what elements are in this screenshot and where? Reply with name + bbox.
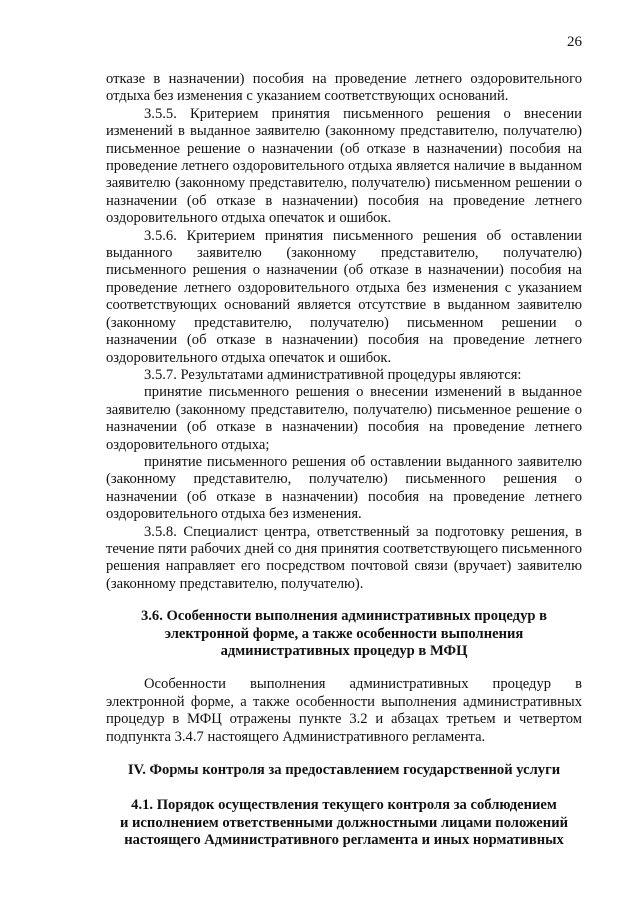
page-number: 26 [567, 34, 582, 50]
heading-line: 4.1. Порядок осуществления текущего контроля за соблюдением [131, 797, 557, 814]
document-body [106, 71, 582, 850]
heading-line: административных процедур в МФЦ [220, 643, 468, 659]
section-heading-iv: IV. Формы контроля за предоставлением государственной услуги [127, 762, 561, 779]
paragraph-continuation: отказе в назначении) пособия на проведение летнего оздоровительного отдыха без изменения с указанием соответствующих оснований. [106, 71, 582, 105]
paragraph-3-5-8: 3.5.8. Специалист центра, ответственный за подготовку решения, в течение пяти рабочих дней со дня принятия соответствующего письменного решения направляет его посредством почтовой связи (вручает) заявителю (законному представителю, получателю). [106, 523, 582, 592]
section-heading-3-6 [106, 608, 582, 660]
heading-line: и исполнением ответственными должностными лицами положений [119, 814, 569, 831]
heading-line: настоящего Административного регламента и иных нормативных [124, 832, 564, 849]
paragraph-result-2: принятие письменного решения об оставлении выданного заявителю (законному представителю, получателю) письменного решения о назначении (об отказе в назначении) пособия на проведение летнего оздоровительного отдыха без изменения. [106, 453, 582, 523]
section-heading-4-1 [106, 797, 582, 849]
paragraph-3-6-body: Особенности выполнения административных процедур в электронной форме, а также особенности выполнения административных процедур в МФЦ отражены пункте 3.2 и абзацах третьем и четвертом подпункта 3.4.7 настоящего Административного регламента. [106, 676, 582, 745]
paragraph-3-5-6: 3.5.6. Критерием принятия письменного решения об оставлении выданного заявителю (законному представителю, получателю) письменного решения о назначении (об отказе в назначении) пособия на проведение летнего оздоровительного отдыха без изменения с указанием соответствующих оснований является отсутствие в выданном заявителю (законному представителю, получателю) письменном решении о назначении (об отказе в назначении) пособия на проведение летнего оздоровительного отдыха опечаток и ошибок. [106, 227, 582, 366]
heading-line: 3.6. Особенности выполнения административных процедур в [140, 608, 548, 625]
paragraph-result-1: принятие письменного решения о внесении изменений в выданное заявителю (законному представителю, получателю) письменное решение о назначении (об отказе в назначении) пособия на проведение летнего оздоровительного отдыха; [106, 384, 582, 453]
paragraph-3-5-7: 3.5.7. Результатами административной процедуры являются: [144, 366, 522, 383]
heading-line: электронной форме, а также особенности выполнения [164, 625, 524, 642]
paragraph-3-5-5: 3.5.5. Критерием принятия письменного решения о внесении изменений в выданное заявителю (законному представителю, получателю) письменное решение о назначении (об отказе в назначении) пособия на проведение летнего оздоровительного отдыха является наличие в выданном заявителю (законному представителю, получателю) письменном решении о назначении (об отказе в назначении) пособия на проведение летнего оздоровительного отдыха опечаток и ошибок. [106, 105, 582, 227]
